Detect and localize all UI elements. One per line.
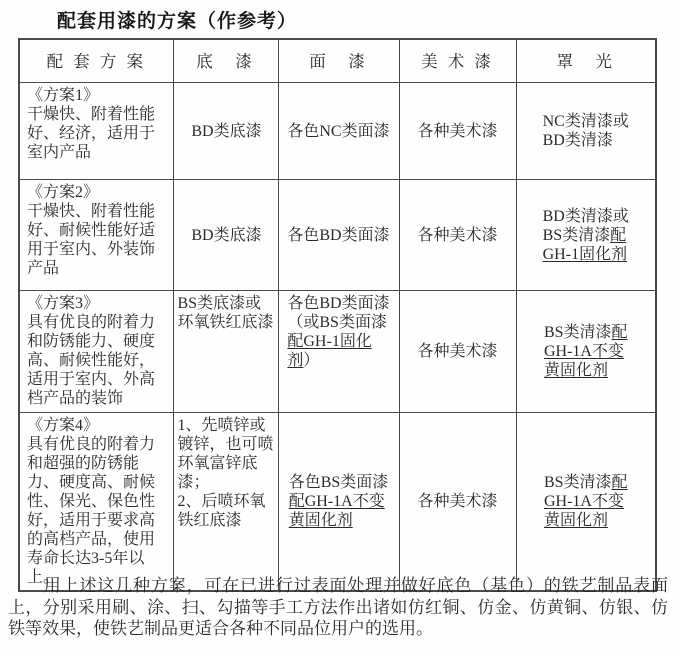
cell-text: BD类清漆或 BS类清漆配 GH-1固化剂 (542, 207, 629, 263)
cell-text: BD类底漆 (191, 122, 262, 140)
art-paint-cell (399, 291, 516, 413)
table-row (19, 291, 656, 413)
cell-text: 各种美术漆 (417, 343, 498, 360)
cell-text: 各种美术漆 (417, 226, 498, 244)
cell-text: NC类清漆或 BD类清漆 (542, 113, 629, 149)
page-title: 配套用漆的方案（作参考） (57, 11, 298, 32)
plan-cell: 《方案2》 干燥快、附着性能好、耐候性能好适用于室内、外装饰产品 (19, 180, 173, 291)
primer-cell (173, 180, 278, 291)
cell-text: 各色BS类面漆 配GH-1A不变 黄固化剂 (288, 474, 389, 529)
header-cell-plan: 配 套 方 案 (19, 39, 173, 83)
cell-text: BS类清漆配 GH-1A不变 黄固化剂 (543, 474, 628, 529)
cell-text: 各种美术漆 (417, 122, 498, 140)
plan-cell: 《方案3》 具有优良的附着力和防锈能力、硬度高、耐候性能好，适用于室内、外高档产品的装饰 (19, 291, 173, 413)
cell-text: 各种美术漆 (417, 493, 498, 510)
paint-scheme-table (18, 38, 657, 592)
overcoat-cell (516, 83, 656, 180)
cell-text: BS类底漆或环氧铁红底漆 (177, 295, 274, 331)
topcoat-cell (278, 180, 399, 291)
topcoat-cell (278, 83, 399, 180)
header-cell-primer: 底 漆 (173, 39, 278, 83)
footer-paragraph: 用上述这几种方案，可在已进行过表面处理并做好底色（基色）的铁艺制品表面上，分别采用刷、涂、扫、勾描等手工方法作出诸如仿红铜、仿金、仿黄铜、仿银、仿铁等效果，使铁艺制品更适合各种不同品位用户的选用。 (8, 576, 668, 638)
topcoat-cell (278, 291, 399, 413)
overcoat-cell (516, 413, 656, 592)
overcoat-cell (516, 180, 656, 291)
primer-cell (173, 291, 278, 413)
art-paint-cell (399, 413, 516, 592)
header-cell-overcoat: 罩 光 (516, 39, 656, 83)
primer-cell (173, 413, 278, 592)
table-header-row (19, 39, 656, 83)
header-cell-topcoat: 面 漆 (278, 39, 399, 83)
cell-text: 各色NC类面漆 (287, 122, 390, 140)
table-row (19, 413, 656, 592)
plan-cell: 《方案1》 干燥快、附着性能好、经济，适用于室内产品 (19, 83, 173, 180)
cell-text: 各色BD类面漆 (287, 226, 390, 244)
overcoat-cell (516, 291, 656, 413)
cell-text: BS类清漆配 GH-1A不变 黄固化剂 (543, 324, 628, 379)
cell-text: BD类底漆 (191, 226, 262, 244)
primer-cell (173, 83, 278, 180)
cell-text: 1、先喷锌或镀锌，也可喷环氧富锌底漆； 2、后喷环氧铁红底漆 (177, 417, 274, 529)
header-cell-art-paint: 美 术 漆 (399, 39, 516, 83)
cell-text: 各色BD类面漆 （或BS类面漆 配GH-1固化 剂） (287, 295, 390, 369)
topcoat-cell (278, 413, 399, 592)
art-paint-cell (399, 180, 516, 291)
table-row (19, 83, 656, 180)
table-row (19, 180, 656, 291)
plan-cell: 《方案4》 具有优良的附着力和超强的防锈能力、硬度高、耐候性、保光、保色性好，适用于要求高的高档产品，使用寿命长达3-5年以上。 (19, 413, 173, 592)
art-paint-cell (399, 83, 516, 180)
